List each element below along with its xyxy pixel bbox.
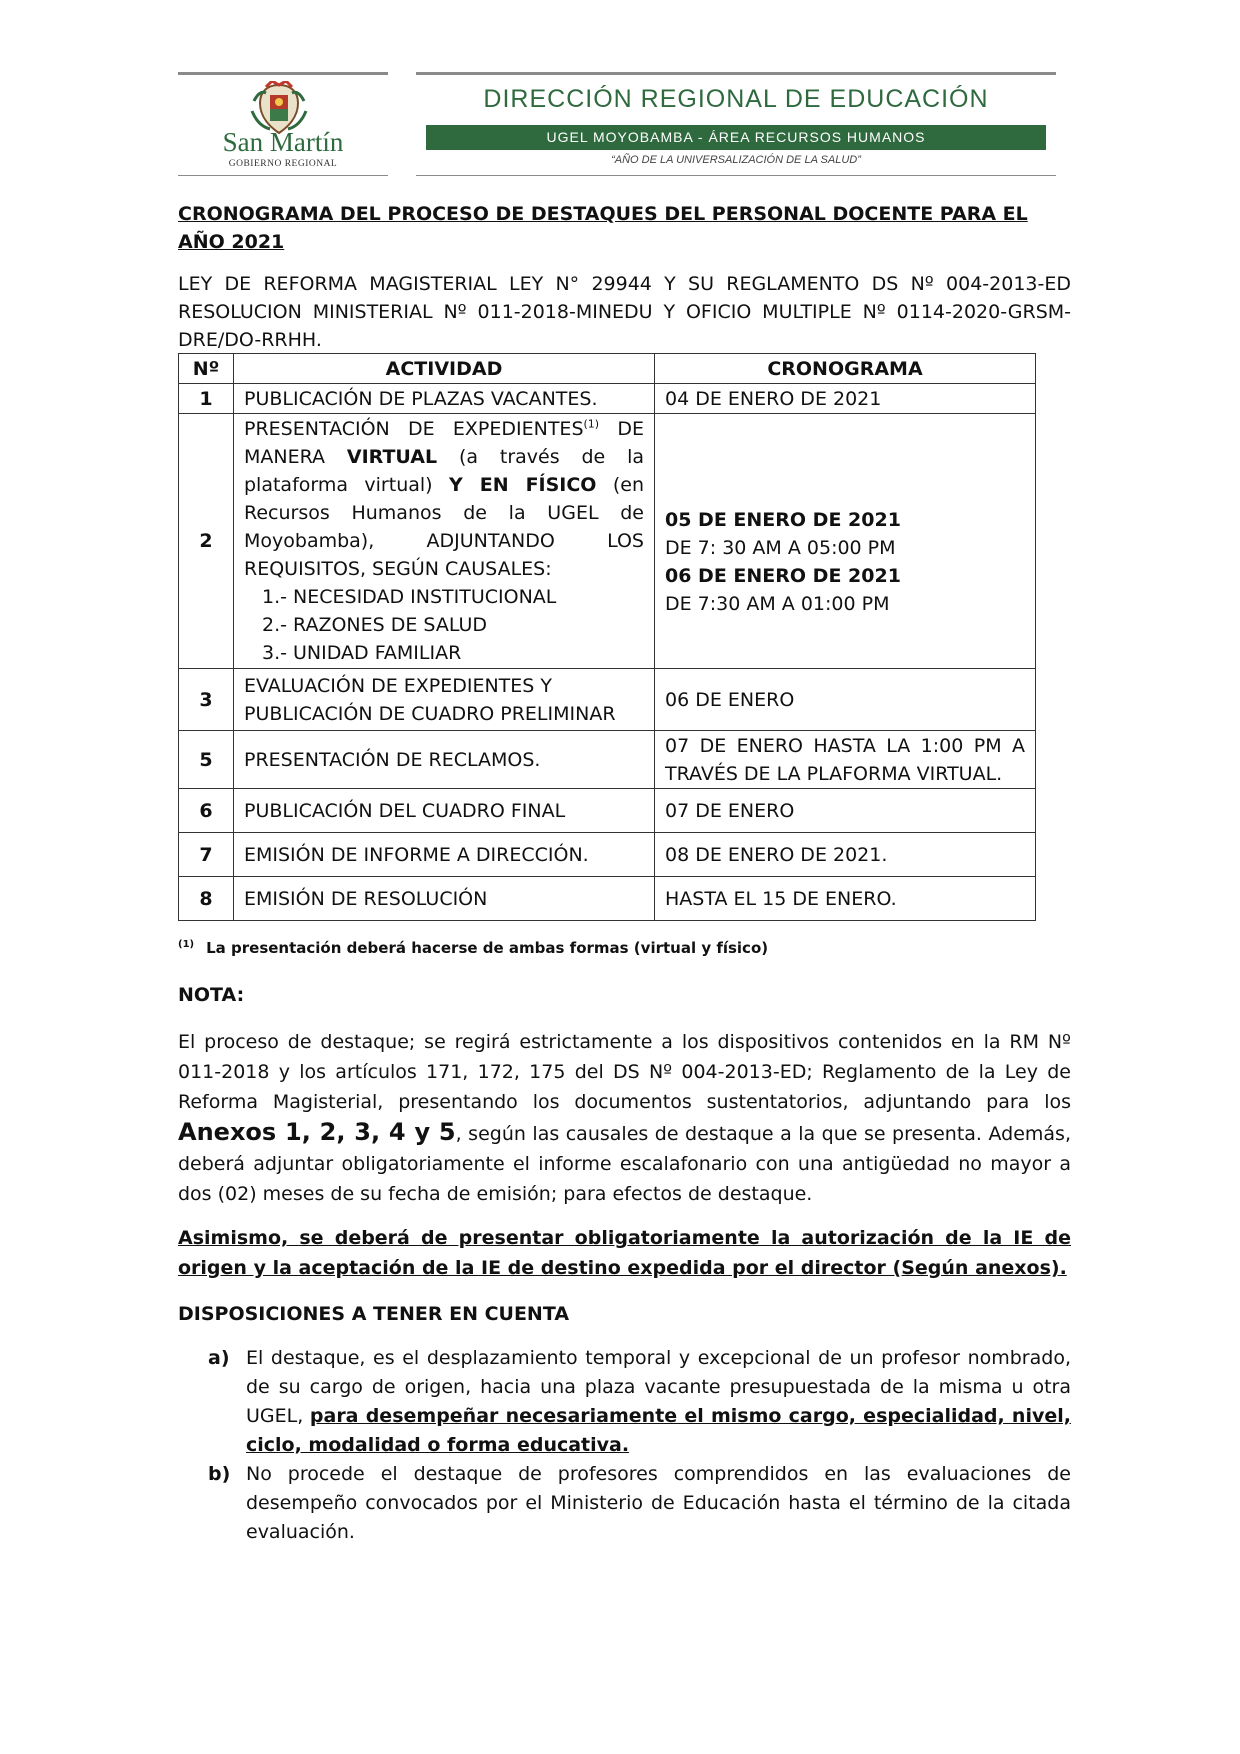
row-activity: EVALUACIÓN DE EXPEDIENTES Y PUBLICACIÓN DE CUADRO PRELIMINAR xyxy=(234,669,655,731)
schedule-date: 06 DE ENERO DE 2021 xyxy=(665,565,901,587)
footnote-mark: (1) xyxy=(178,939,195,950)
table-header-row xyxy=(179,354,1036,384)
row-schedule xyxy=(655,414,1036,669)
activity-text: (a través de la plataforma virtual) xyxy=(244,446,645,496)
activity-text: (en Recursos Humanos de la UGEL de Moyobamba), ADJUNTANDO LOS REQUISITOS, SEGÚN CAUSALES: xyxy=(244,474,645,580)
annexes-emphasis: Anexos 1, 2, 3, 4 y 5 xyxy=(178,1118,456,1146)
row-schedule: 07 DE ENERO xyxy=(655,789,1036,833)
row-number: 2 xyxy=(179,414,234,669)
list-item xyxy=(178,1460,1071,1547)
note-text: El proceso de destaque; se regirá estrictamente a los dispositivos contenidos en la RM Nº 011-2018 y los artículos 171, 172, 175 del DS Nº 004-2013-ED; Reglamento de la Ley de Reforma Magisterial, presentando los documentos sustentatorios, adjuntando para los xyxy=(178,1031,1071,1113)
footnote-text: La presentación deberá hacerse de ambas formas (virtual y físico) xyxy=(206,939,769,957)
row-number: 7 xyxy=(179,833,234,877)
header-number: Nº xyxy=(179,354,234,384)
provisions-heading: DISPOSICIONES A TENER EN CUENTA xyxy=(178,1303,570,1325)
row-schedule: 06 DE ENERO xyxy=(655,669,1036,731)
schedule-hours: DE 7: 30 AM A 05:00 PM xyxy=(665,537,896,559)
year-motto: “AÑO DE LA UNIVERSALIZACIÓN DE LA SALUD” xyxy=(611,154,861,166)
letterhead xyxy=(178,72,1053,172)
row-activity: PUBLICACIÓN DEL CUADRO FINAL xyxy=(234,789,655,833)
table-row xyxy=(179,789,1036,833)
schedule-date: 05 DE ENERO DE 2021 xyxy=(665,509,901,531)
row-activity: PUBLICACIÓN DE PLAZAS VACANTES. xyxy=(234,384,655,414)
table-row xyxy=(179,877,1036,921)
row-schedule: 07 DE ENERO HASTA LA 1:00 PM A TRAVÉS DE LA PLAFORMA VIRTUAL. xyxy=(655,731,1036,789)
table-row xyxy=(179,669,1036,731)
table-row xyxy=(179,833,1036,877)
table-row xyxy=(179,384,1036,414)
legal-basis: LEY DE REFORMA MAGISTERIAL LEY N° 29944 Y SU REGLAMENTO DS Nº 004-2013-ED RESOLUCION MINISTERIAL Nº 011-2018-MINEDU Y OFICIO MULTIPLE Nº 0114-2020-GRSM-DRE/DO-RRHH. xyxy=(178,273,1071,351)
direction-title: DIRECCIÓN REGIONAL DE EDUCACIÓN xyxy=(483,85,989,113)
item-text: No procede el destaque de profesores comprendidos en las evaluaciones de desempeño convocados por el Ministerio de Educación hasta el término de la citada evaluación. xyxy=(246,1463,1071,1543)
header-schedule: CRONOGRAMA xyxy=(655,354,1036,384)
physical-label: Y EN FÍSICO xyxy=(448,474,597,496)
row-number: 3 xyxy=(179,669,234,731)
table-footnote xyxy=(178,939,768,957)
footnote-ref: (1) xyxy=(583,417,600,431)
provisions-list xyxy=(178,1344,1071,1547)
table-row xyxy=(179,731,1036,789)
item-text: El destaque, es el desplazamiento temporal y excepcional de un profesor nombrado, de su cargo de origen, hacia una plaza vacante presupuestada de la misma u otra UGEL, xyxy=(246,1347,1071,1427)
causal-item: 3.- UNIDAD FAMILIAR xyxy=(262,642,462,664)
authorization-requirement: Asimismo, se deberá de presentar obligatoriamente la autorización de la IE de origen y la aceptación de la IE de destino expedida por el director (Según anexos). xyxy=(178,1227,1071,1279)
row-number: 8 xyxy=(179,877,234,921)
row-activity: EMISIÓN DE INFORME A DIRECCIÓN. xyxy=(234,833,655,877)
row-schedule: HASTA EL 15 DE ENERO. xyxy=(655,877,1036,921)
item-marker: a) xyxy=(208,1347,230,1369)
row-number: 6 xyxy=(179,789,234,833)
activity-text: DE MANERA xyxy=(244,418,644,468)
note-text: , según las causales de destaque a la que se presenta. Además, deberá adjuntar obligatoriamente el informe escalafonario con una antigüedad no mayor a dos (02) meses de su fecha de emisión; para efectos de destaque. xyxy=(178,1123,1071,1205)
header-activity: ACTIVIDAD xyxy=(234,354,655,384)
table-row xyxy=(179,414,1036,669)
item-emphasis: para desempeñar necesariamente el mismo cargo, especialidad, nivel, ciclo, modalidad o forma educativa. xyxy=(246,1405,1071,1456)
regional-government-logo xyxy=(178,72,388,176)
row-number: 5 xyxy=(179,731,234,789)
note-heading: NOTA: xyxy=(178,984,245,1006)
document-intro xyxy=(178,200,1071,354)
schedule-hours: DE 7:30 AM A 01:00 PM xyxy=(665,593,890,615)
logo-subtitle: GOBIERNO REGIONAL xyxy=(228,159,338,169)
causal-item: 2.- RAZONES DE SALUD xyxy=(262,614,488,636)
unit-band: UGEL MOYOBAMBA - ÁREA RECURSOS HUMANOS xyxy=(426,125,1046,150)
note-paragraph xyxy=(178,1027,1071,1209)
row-schedule: 04 DE ENERO DE 2021 xyxy=(655,384,1036,414)
list-item xyxy=(178,1344,1071,1460)
item-marker: b) xyxy=(208,1463,231,1485)
virtual-label: VIRTUAL xyxy=(346,446,438,468)
notes-section xyxy=(178,980,1071,1547)
row-activity: PRESENTACIÓN DE RECLAMOS. xyxy=(234,731,655,789)
logo-name: San Martín xyxy=(222,127,344,157)
row-number: 1 xyxy=(179,384,234,414)
document-title: CRONOGRAMA DEL PROCESO DE DESTAQUES DEL PERSONAL DOCENTE PARA EL AÑO 2021 xyxy=(178,203,1028,253)
causal-item: 1.- NECESIDAD INSTITUCIONAL xyxy=(262,586,557,608)
row-schedule: 08 DE ENERO DE 2021. xyxy=(655,833,1036,877)
row-activity: EMISIÓN DE RESOLUCIÓN xyxy=(234,877,655,921)
direction-banner xyxy=(416,72,1056,176)
row-activity xyxy=(234,414,655,669)
activity-text: PRESENTACIÓN DE EXPEDIENTES xyxy=(244,418,584,440)
schedule-table xyxy=(178,353,1036,921)
